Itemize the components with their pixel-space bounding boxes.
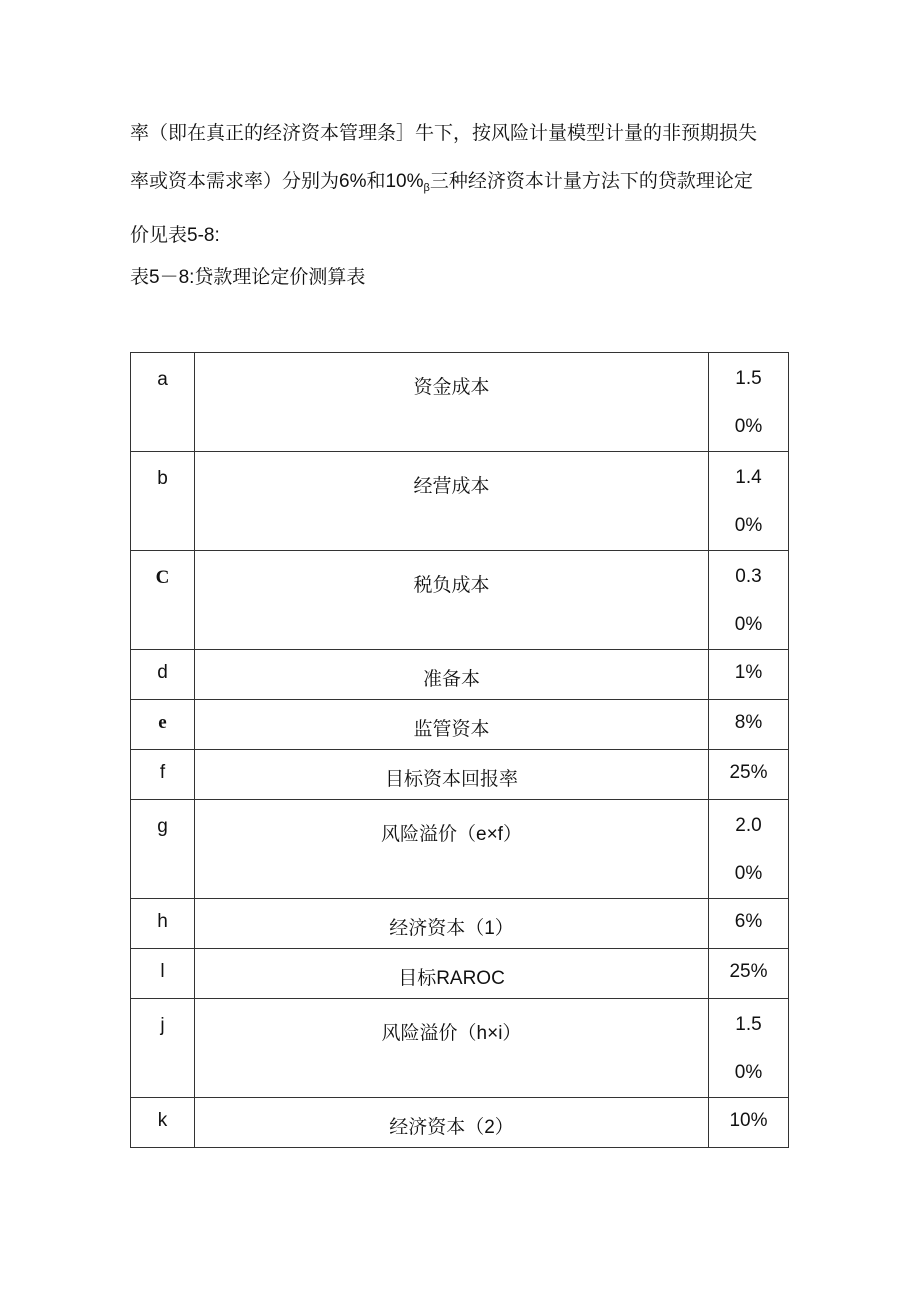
table-row: [131, 999, 789, 1098]
row-name: 监管资本: [195, 700, 709, 750]
row-value: [709, 353, 789, 452]
row-value: 8%: [709, 700, 789, 750]
table-row: [131, 949, 789, 999]
row-value-part2: 0%: [734, 515, 763, 536]
row-value: 6%: [709, 899, 789, 949]
row-value: 25%: [709, 949, 789, 999]
row-name: 目标资本回报率: [195, 750, 709, 800]
row-value: [709, 551, 789, 650]
table-row: [131, 899, 789, 949]
intro-line-3: 价见表5-8:: [130, 225, 220, 246]
row-key: g: [131, 800, 195, 899]
row-key: e: [131, 700, 195, 750]
row-name: 目标RAROC: [195, 949, 709, 999]
row-name: 经济资本（1）: [195, 899, 709, 949]
row-value-part2: 0%: [734, 863, 763, 884]
row-key: C: [131, 551, 195, 650]
row-value-part1: 1.5: [735, 1014, 762, 1035]
row-value-part1: 1.4: [735, 467, 762, 488]
row-value-part1: 0.3: [735, 566, 762, 587]
row-key: h: [131, 899, 195, 949]
row-value: 25%: [709, 750, 789, 800]
intro-paragraph: [130, 110, 810, 260]
row-key: j: [131, 999, 195, 1098]
row-name: 资金成本: [195, 353, 709, 452]
intro-line-2: [130, 158, 810, 212]
table-row: [131, 800, 789, 899]
row-key: f: [131, 750, 195, 800]
row-value-part1: 1.5: [735, 368, 762, 389]
intro-line-2-rest: 三种经济资本计量方法下的贷款理论定: [429, 171, 753, 192]
row-key: a: [131, 353, 195, 452]
row-value: [709, 800, 789, 899]
row-value: 1%: [709, 650, 789, 700]
row-value: [709, 452, 789, 551]
table-row: [131, 650, 789, 700]
row-name: 风险溢价（e×f）: [195, 800, 709, 899]
row-key: b: [131, 452, 195, 551]
table-row: [131, 452, 789, 551]
table-row: [131, 1098, 789, 1148]
row-key: k: [131, 1098, 195, 1148]
row-value-part2: 0%: [734, 416, 763, 437]
row-value-part2: 0%: [734, 614, 763, 635]
intro-line-2-text: 率或资本需求率）分别为6%和10%: [130, 171, 424, 192]
table-row: [131, 750, 789, 800]
row-name: 税负成本: [195, 551, 709, 650]
loan-pricing-table: [130, 352, 789, 1148]
intro-line-1: 率（即在真正的经济资本管理条］牛下，按风险计量模型计量的非预期损失: [130, 123, 758, 144]
table-row: [131, 700, 789, 750]
row-name: 准备本: [195, 650, 709, 700]
row-value: 10%: [709, 1098, 789, 1148]
table-row: [131, 353, 789, 452]
row-name: 经济资本（2）: [195, 1098, 709, 1148]
row-key: l: [131, 949, 195, 999]
row-name: 经营成本: [195, 452, 709, 551]
row-value-part1: 2.0: [735, 815, 762, 836]
row-key: d: [131, 650, 195, 700]
table-row: [131, 551, 789, 650]
row-value: [709, 999, 789, 1098]
intro-line-2-subscript: β: [423, 182, 430, 194]
table-caption: 表5－8:贷款理论定价测算表: [130, 267, 366, 288]
row-name: 风险溢价（h×i）: [195, 999, 709, 1098]
row-value-part2: 0%: [734, 1062, 763, 1083]
